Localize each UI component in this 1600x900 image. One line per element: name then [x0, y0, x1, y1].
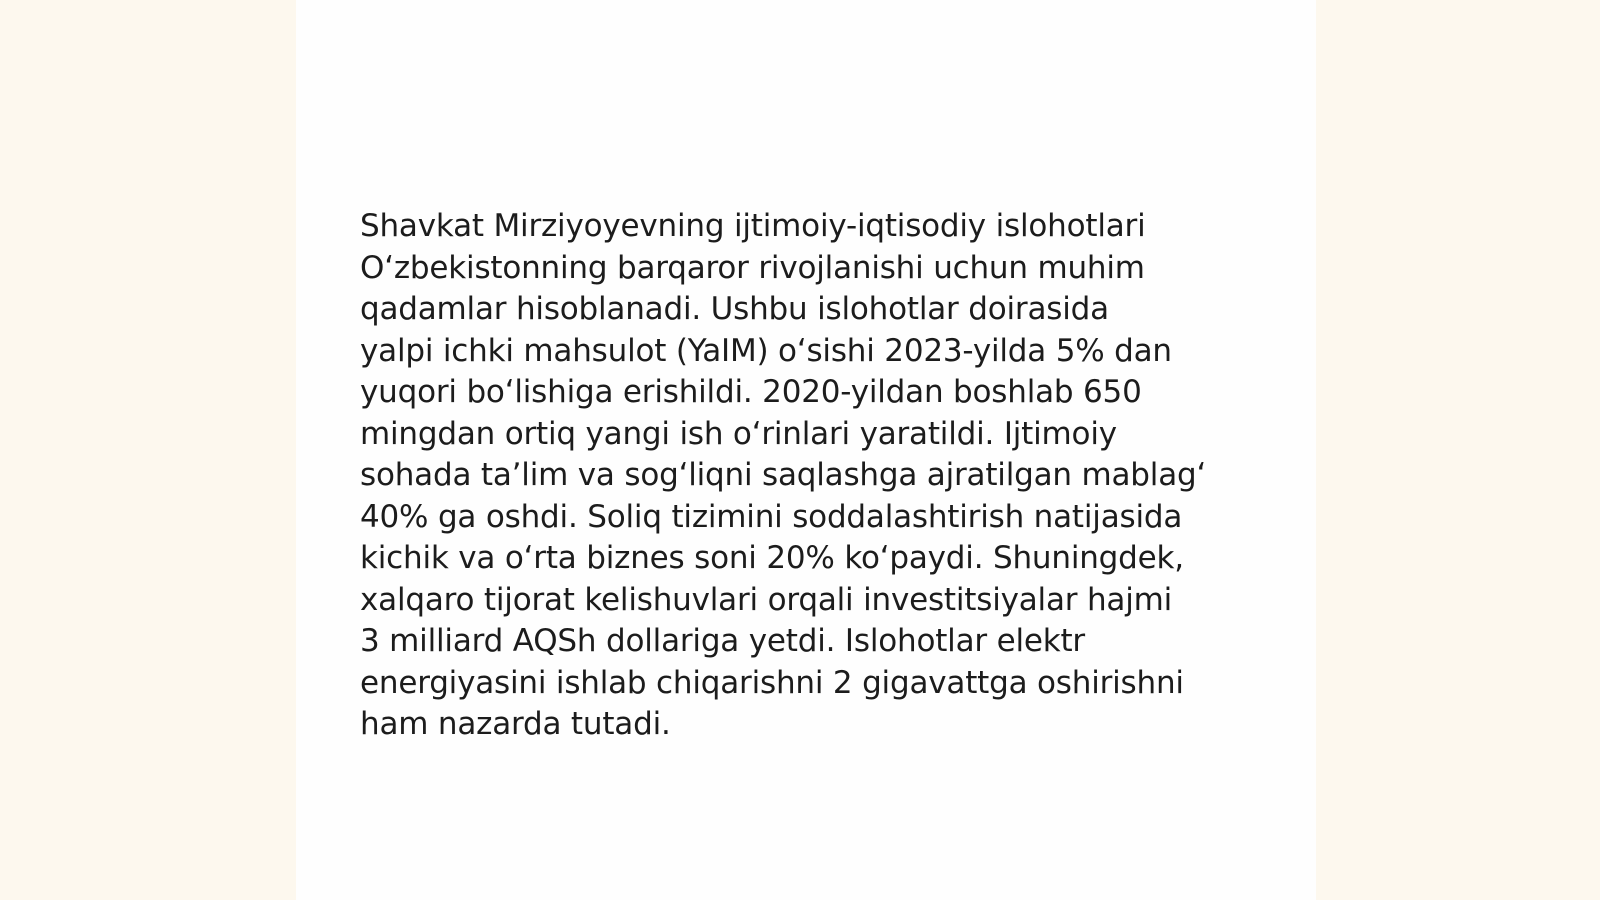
- paragraph-line: kichik va o‘rta biznes soni 20% ko‘paydi. Shuningdek,: [360, 540, 1184, 576]
- paragraph-line: energiyasini ishlab chiqarishni 2 gigavattga oshirishni: [360, 664, 1184, 701]
- paragraph-line: sohada ta’lim va sog‘liqni saqlashga ajratilgan mablag‘: [360, 457, 1207, 493]
- paragraph-line: Shavkat Mirziyoyevning ijtimoiy-iqtisodiy islohotlari: [360, 208, 1146, 244]
- paragraph-line: qadamlar hisoblanadi. Ushbu islohotlar doirasida: [360, 291, 1109, 327]
- paragraph-line: mingdan ortiq yangi ish o‘rinlari yaratildi. Ijtimoiy: [360, 415, 1117, 452]
- paragraph-line: yalpi ichki mahsulot (YaIM) o‘sishi 2023-yilda 5% dan: [360, 332, 1172, 369]
- paragraph-line: O‘zbekistonning barqaror rivojlanishi uchun muhim: [360, 249, 1145, 286]
- body-paragraph: [360, 206, 1260, 746]
- paragraph-line: 40% ga oshdi. Soliq tizimini soddalashtirish natijasida: [360, 498, 1183, 535]
- paragraph-line: yuqori bo‘lishiga erishildi. 2020-yildan boshlab 650: [360, 374, 1142, 410]
- document-page: [296, 0, 1316, 900]
- paragraph-line: ham nazarda tutadi.: [360, 706, 671, 742]
- paragraph-line: 3 milliard AQSh dollariga yetdi. Islohotlar elektr: [360, 623, 1085, 659]
- paragraph-line: xalqaro tijorat kelishuvlari orqali investitsiyalar hajmi: [360, 581, 1173, 618]
